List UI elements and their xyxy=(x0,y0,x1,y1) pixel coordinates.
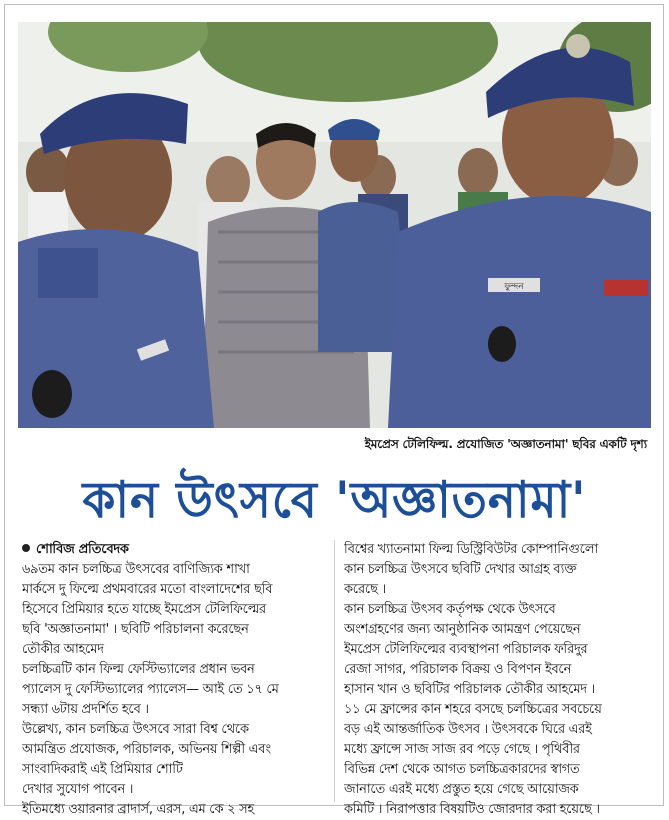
body-line: রেজা সাগর, পরিচালক বিক্রয় ও বিপণন ইবনে xyxy=(344,662,572,677)
byline-text: শোবিজ প্রতিবেদক xyxy=(36,542,129,557)
column-divider xyxy=(334,540,335,802)
body-line: করেছে । xyxy=(344,582,386,597)
body-line: কমিটি । নিরাপত্তার বিষয়টিও জোরদার করা হয়েছে । xyxy=(344,802,600,817)
body-line: হাসান খান ও ছবিটির পরিচালক তৌকীর আহমেদ । xyxy=(344,682,595,697)
photo-caption: ইমপ্রেস টেলিফিল্ম. প্রযোজিত 'অজ্ঞাতনামা' ছবির একটি দৃশ্য xyxy=(364,437,647,451)
name-badge-text: ফুন্দন xyxy=(504,282,524,292)
news-photo xyxy=(18,22,651,428)
body-line: সন্ধ্যা ৬টায় প্রদর্শিত হবে । xyxy=(22,702,149,717)
body-line: মার্কসে দু ফিল্মে প্রথমবারের মতো বাংলাদেশের ছবি xyxy=(22,582,273,597)
body-line: আমন্ত্রিত প্রযোজক, পরিচালক, অভিনয় শিল্পী এবং xyxy=(22,742,271,757)
body-line: বিশ্বের খ্যাতনামা ফিল্ম ডিস্ট্রিবিউটর কোম্পানিগুলো xyxy=(344,542,598,557)
body-line: দেখার সুযোগ পাবেন । xyxy=(22,782,134,797)
body-line: প্যালেস দু ফেস্টিভ্যালের প্যালেস— আই তে ১৭ মে xyxy=(22,682,279,697)
body-line: উল্লেখ্য, কান চলচ্চিত্র উৎসবে সারা বিশ্ব থেকে xyxy=(22,722,249,737)
body-line: কান চলচ্চিত্র উৎসবে ছবিটি দেখার আগ্রহ ব্যক্ত xyxy=(344,562,577,577)
headline: কান উৎসবে 'অজ্ঞাতনামা' xyxy=(82,471,587,529)
article-column-left xyxy=(22,540,326,820)
police-officers-photo xyxy=(18,22,651,428)
body-line: ছবি 'অজ্ঞাতনামা' । ছবিটি পরিচালনা করেছেন xyxy=(22,622,249,637)
byline xyxy=(22,540,326,560)
body-line: ১১ মে ফ্রান্সের কান শহরে বসছে চলচ্চিত্রের সবচেয়ে xyxy=(344,702,602,717)
body-line: অংশগ্রহণের জন্য আনুষ্ঠানিক আমন্ত্রণ পেয়েছেন xyxy=(344,622,581,637)
body-line: সাংবাদিকরাই এই প্রিমিয়ার শোটি xyxy=(22,762,183,777)
article-column-right xyxy=(344,540,654,820)
bullet-icon xyxy=(22,544,30,552)
body-line: জানাতে এরই মধ্যে প্রস্তুত হয়ে গেছে আয়োজক xyxy=(344,782,579,797)
body-line: কান চলচ্চিত্র উৎসব কর্তৃপক্ষ থেকে উৎসবে xyxy=(344,602,556,617)
body-line: ইমপ্রেস টেলিফিল্মের ব্যবস্থাপনা পরিচালক ফরিদুর xyxy=(344,642,588,657)
body-line: ৬৯তম কান চলচ্চিত্র উৎসবের বাণিজ্যিক শাখা xyxy=(22,562,250,577)
body-line: বড় এই আন্তর্জাতিক উৎসব । উৎসবকে ঘিরে এরই xyxy=(344,722,592,737)
body-line: চলচ্চিত্রটি কান ফিল্ম ফেস্টিভ্যালের প্রধান ভবন xyxy=(22,662,255,677)
body-line: তৌকীর আহমেদ xyxy=(22,642,104,657)
body-line: হিসেবে প্রিমিয়ার হতে যাচ্ছে ইমপ্রেস টেলিফিল্মের xyxy=(22,602,266,617)
body-line: ইতিমধ্যে ওয়ারনার ব্রাদার্স, এরস, এম কে ২ সহ xyxy=(22,802,254,817)
body-line: মধ্যে ফ্রান্সে সাজ সাজ রব পড়ে গেছে । পৃথিবীর xyxy=(344,742,580,757)
body-line: বিভিন্ন দেশ থেকে আগত চলচ্চিত্রকারদের স্বাগত xyxy=(344,762,580,777)
